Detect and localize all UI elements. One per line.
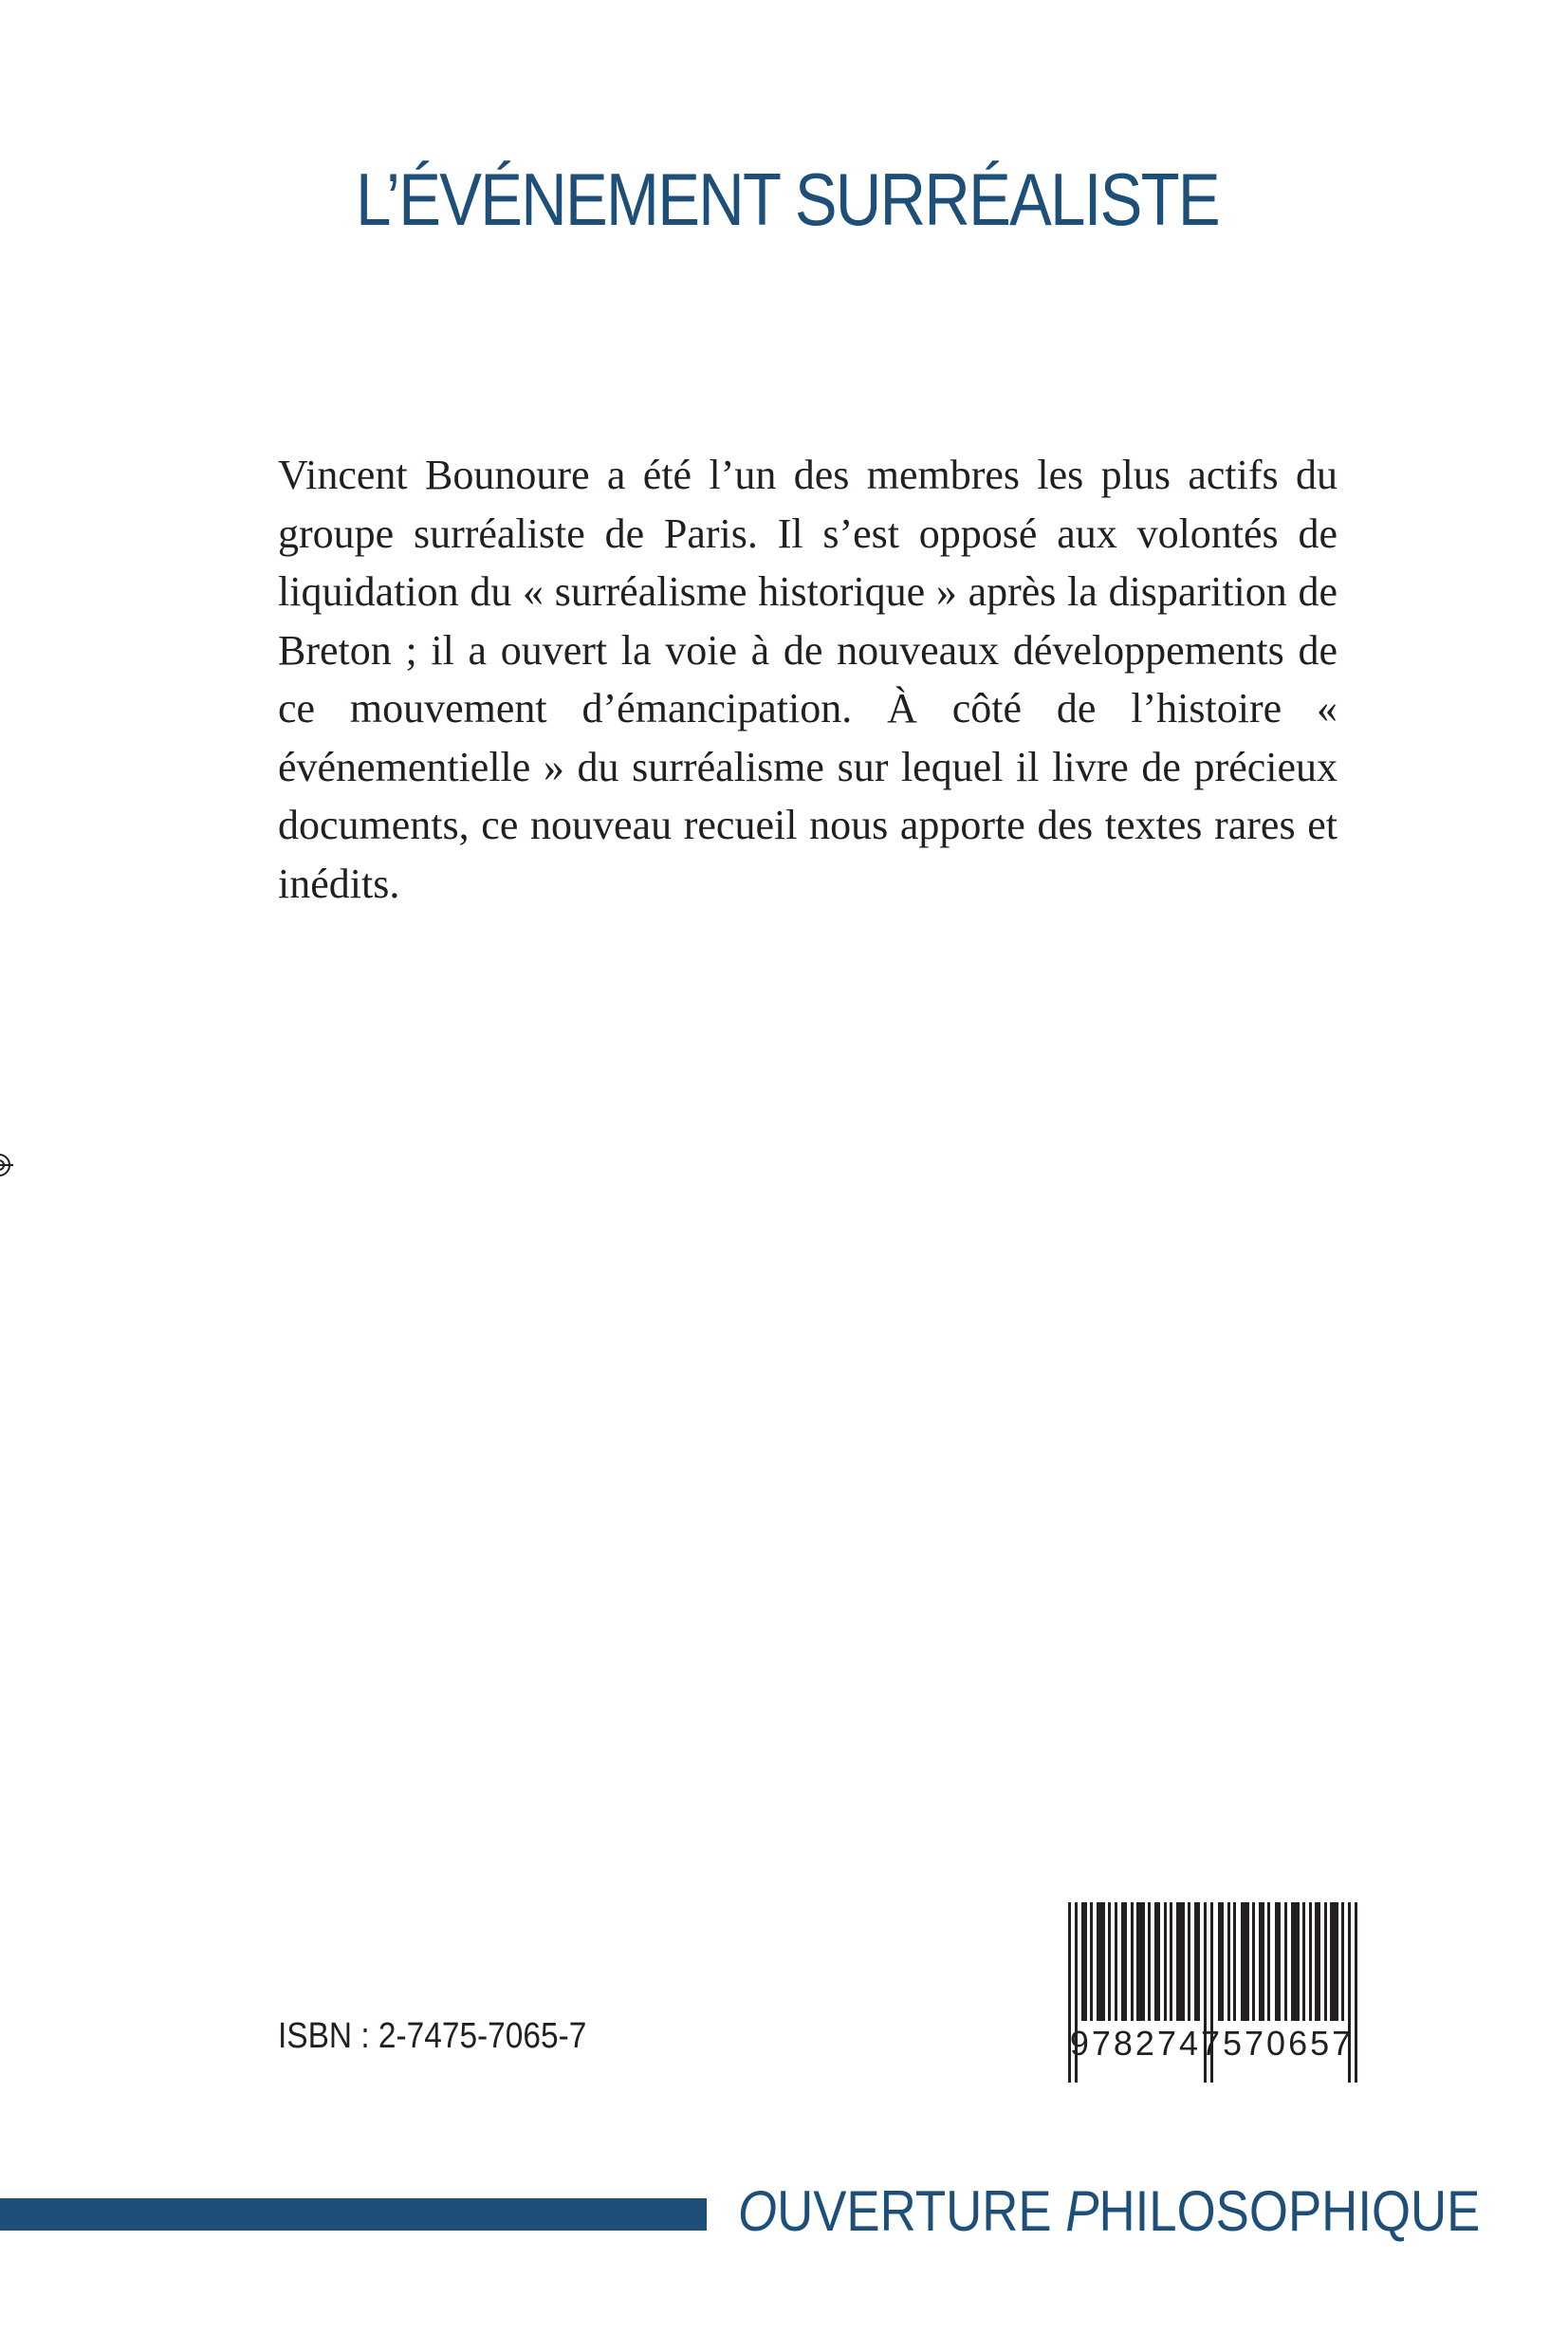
series-word-ouverture: UVERTURE	[777, 2179, 1066, 2243]
book-title: L’ÉVÉNEMENT SURRÉALISTE	[356, 157, 1219, 241]
series-name	[738, 2178, 1480, 2244]
series-color-bar	[0, 2198, 707, 2231]
series-initial-o: O	[738, 2179, 778, 2243]
back-cover-blurb: Vincent Bounoure a été l’un des membres les plus actifs du groupe surréaliste de Paris. Il s’est opposé aux volontés de liquidation du « surréalisme historique » après la disparition de Breton ; il a ouvert la voie à de nouveaux développements de ce mouvement d’émancipation. À côté de l’histoire « événementielle » du surréalisme sur lequel il livre de précieux documents, ce nouveau recueil nous apporte des textes rares et inédits.	[278, 452, 1337, 907]
series-initial-p: P	[1065, 2179, 1099, 2243]
registration-mark-icon	[0, 1151, 13, 1179]
barcode-number: 9782747570657	[1069, 2024, 1355, 2063]
isbn-label: ISBN : 2-7475-7065-7	[278, 2016, 587, 2056]
series-word-philosophique: HILOSOPHIQUE	[1098, 2179, 1481, 2243]
